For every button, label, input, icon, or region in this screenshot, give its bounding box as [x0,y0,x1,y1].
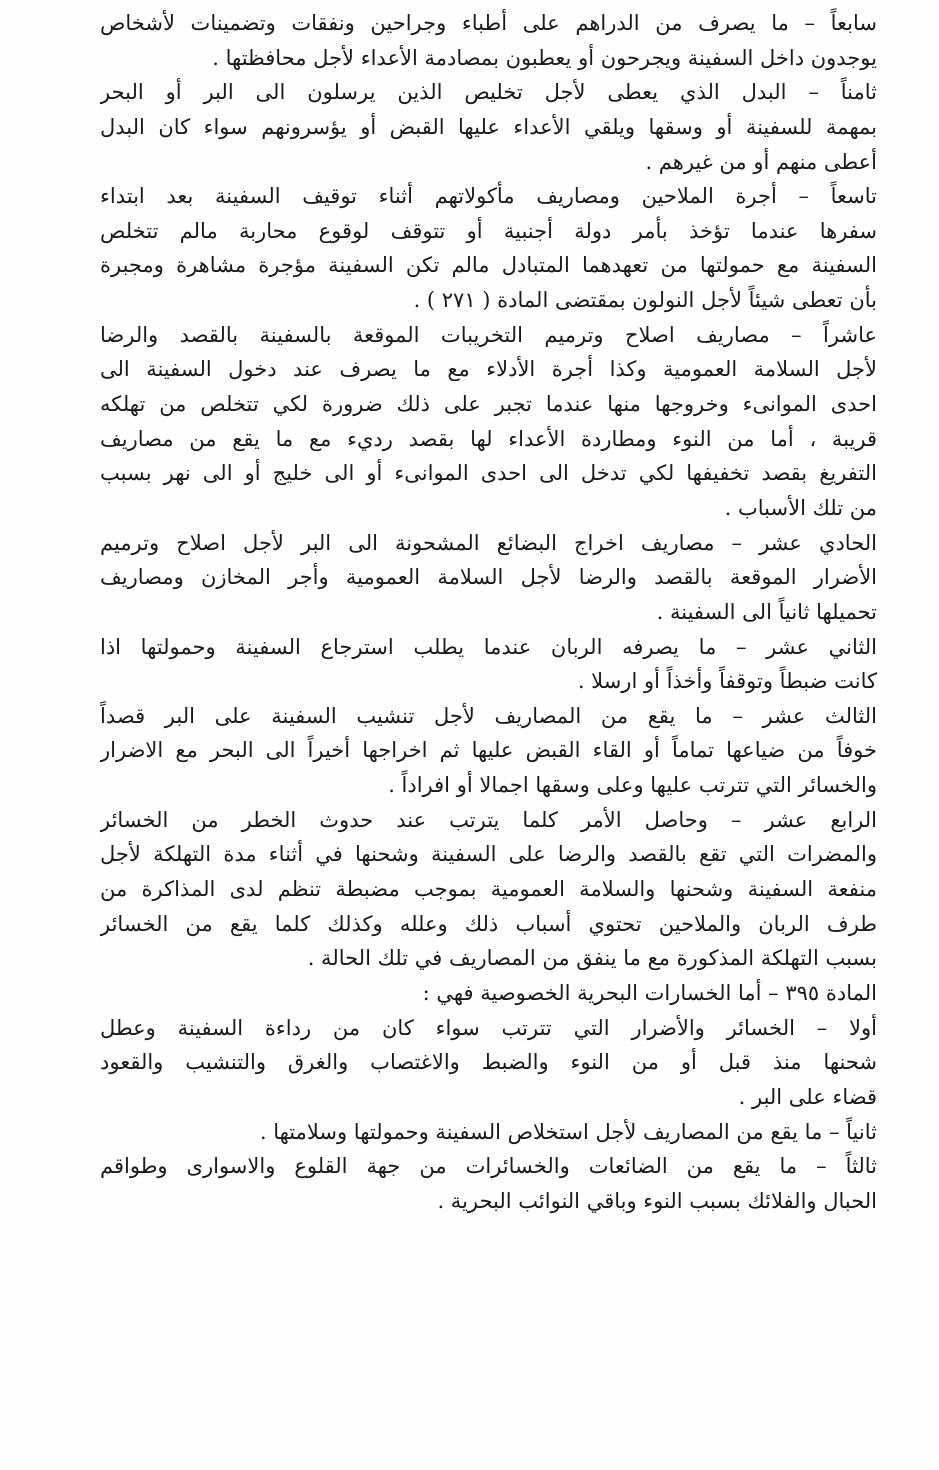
text-line: بمهمة للسفينة أو وسقها ويلقي الأعداء عليها القبض أو يؤسرونهم سواء كان البدل [100,114,877,139]
text-line: ثامناً – البدل الذي يعطى لأجل تخليص الذين يرسلون الى البر أو البحر [100,80,877,105]
text-line: الثالث عشر – ما يقع من المصاريف لأجل تنشيب السفينة على البر قصداً [100,703,877,728]
text-line: السفينة مع حمولتها من تعهدهما المتبادل مالم تكن السفينة مؤجرة مشاهرة ومجبرة [100,253,877,278]
text-line: الرابع عشر – وحاصل الأمر كلما يترتب عند حدوث الخطر من الخسائر [100,807,877,832]
text-line: بأن تعطى شيئاً لأجل النولون بمقتضى المادة ( ٢٧١ ) . [413,288,877,313]
text-line: سفرها عندما تؤخذ بأمر دولة أجنبية أو تتوقف لوقوع محاربة مالم تتخلص [100,218,877,243]
text-line: سابعاً – ما يصرف من الدراهم على أطباء وجراحين ونفقات وتضمينات لأشخاص [100,11,877,35]
text-line: لأجل السلامة العمومية وكذا أجرة الأدلاء مع ما يصرف عند دخول السفينة الى [100,357,877,382]
text-line: خوفاً من ضياعها تماماً أو القاء القبض عليها ثم اخراجها أخيراً الى البحر مع الاضرار [100,738,877,763]
text-line: أعطى منهم أو من غيرهم . [645,149,877,174]
text-line: التفريغ بقصد تخفيفها لكي تدخل الى احدى الموانىء أو الى خليج أو الى نهر بسبب [100,461,877,486]
text-line: كانت ضبطاً وتوقفاً وأخذاً أو ارسلا . [577,669,877,694]
text-line: طرف الربان والملاحين تحتوي أسباب ذلك وعلله وكذلك كلما يقع من الخسائر [100,911,877,936]
text-line: المادة ٣٩٥ – أما الخسارات البحرية الخصوصية فهي : [422,980,877,1005]
text-line: يوجدون داخل السفينة ويجرحون أو يعطبون بمصادمة الأعداء لأجل محافظتها . [212,45,877,70]
text-line: أولا – الخسائر والأضرار التي تترتب سواء كان من رداءة السفينة وعطل [100,1015,877,1040]
text-line: الحادي عشر – مصاريف اخراج البضائع المشحونة الى البر لأجل اصلاح وترميم [100,530,877,555]
text-line: عاشراً – مصاريف اصلاح وترميم التخريبات الموقعة بالسفينة بالقصد والرضا [100,322,877,347]
text-line: ثالثاً – ما يقع من الضائعات والخسائرات من جهة القلوع والاسوارى وطواقم [100,1154,877,1179]
text-line: الأضرار الموقعة بالقصد والرضا لأجل السلامة العمومية وأجر المخازن ومصاريف [100,565,877,590]
text-line: ثانياً – ما يقع من المصاريف لأجل استخلاص السفينة وحمولتها وسلامتها . [259,1119,877,1144]
text-line: تحميلها ثانياً الى السفينة . [656,599,877,624]
text-line: قضاء على البر . [738,1084,877,1109]
text-line: الحبال والفلائك بسبب النوء وباقي النوائب البحرية . [437,1188,877,1213]
text-line: بسبب التهلكة المذكورة مع ما ينفق من المصاريف في تلك الحالة . [307,946,877,971]
text-line: والمضرات التي تقع بالقصد والرضا على السفينة وشحنها في أثناء مدة التهلكة لأجل [100,842,877,867]
text-line: من تلك الأسباب . [724,495,877,520]
text-line: تاسعاً – أجرة الملاحين ومصاريف مأكولاتهم أثناء توقيف السفينة بعد ابتداء [100,184,877,209]
text-line: شحنها منذ قبل أو من النوء والضبط والاغتصاب والغرق والتنشيب والقعود [100,1050,877,1075]
text-line: والخسائر التي تترتب عليها وعلى وسقها اجمالا أو افراداً . [388,773,877,798]
legal-text-body [100,6,877,1218]
text-line: الثاني عشر – ما يصرفه الربان عندما يطلب استرجاع السفينة وحمولتها اذا [100,634,877,659]
text-line: قريبة ، أما من النوء ومطاردة الأعداء لها بقصد رديء مع ما يقع من مصاريف [100,426,877,451]
text-line: منفعة السفينة وشحنها والسلامة العمومية بموجب مضبطة تنظم لدى المذاكرة من [100,877,877,902]
text-line: احدى الموانىء وخروجها منها عندما تجبر على ذلك ضرورة لكي تتخلص من تهلكه [100,392,877,417]
